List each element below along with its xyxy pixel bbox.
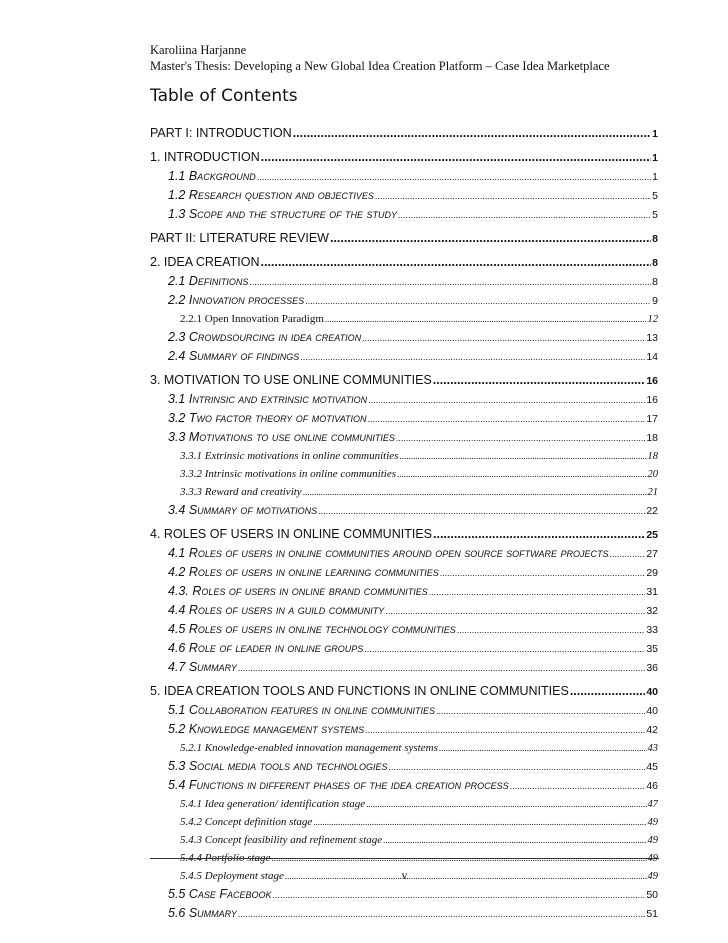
toc-entry-level-2[interactable] [150, 409, 658, 428]
toc-entry-title: 4.3. Roles of users in online brand communities [168, 584, 428, 598]
page-number: v [401, 868, 408, 882]
toc-dot-leader [388, 758, 645, 776]
toc-entry-title: 4.7 Summary [168, 660, 237, 674]
toc-dot-leader [365, 721, 645, 739]
toc-dot-leader [383, 831, 646, 849]
toc-entry-page: 45 [646, 761, 658, 773]
toc-entry-page: 40 [646, 705, 658, 717]
toc-entry-level-2[interactable] [150, 501, 658, 520]
toc-entry-title: 3.3.2 Intrinsic motivations in online communities [180, 468, 397, 480]
toc-entry-title: 4. ROLES OF USERS IN ONLINE COMMUNITIES [150, 527, 432, 541]
toc-entry-page: 49 [647, 853, 658, 864]
toc-entry-level-2[interactable] [150, 885, 658, 904]
toc-entry-page: 8 [652, 257, 658, 269]
toc-dot-leader [293, 124, 651, 143]
toc-entry-page: 29 [646, 567, 658, 579]
toc-entry-level-3[interactable] [150, 483, 658, 501]
toc-entry-title: 5.4.4 Portfolio stage [180, 852, 271, 864]
toc-entry-page: 16 [646, 394, 658, 406]
toc-entry-page: 18 [646, 432, 658, 444]
toc-dot-leader [238, 659, 645, 677]
toc-dot-leader [249, 273, 651, 291]
toc-entry-title: 1.1 Background [168, 169, 256, 183]
toc-entry-title: 2.2.1 Open Innovation Paradigm [180, 313, 324, 325]
toc-dot-leader [303, 483, 647, 501]
toc-entry-title: 5.4.3 Concept feasibility and refinement stage [180, 834, 383, 846]
toc-entry-level-2[interactable] [150, 544, 658, 563]
toc-dot-leader [368, 410, 646, 428]
toc-entry-level-3[interactable] [150, 813, 658, 831]
header-thesis-title: Master's Thesis: Developing a New Global Idea Creation Platform – Case Idea Marketplace [150, 59, 610, 73]
toc-entry-level-2[interactable] [150, 582, 658, 601]
toc-entry-page: 9 [652, 295, 658, 307]
toc-entry-title: 5.4.1 Idea generation/ identification stage [180, 798, 366, 810]
toc-entry-page: 14 [646, 351, 658, 363]
toc-entry-title: 4.1 Roles of users in online communities around open source software projects [168, 546, 609, 560]
toc-entry-level-2[interactable] [150, 347, 658, 366]
toc-dot-leader [609, 545, 645, 563]
toc-dot-leader [433, 525, 645, 544]
toc-entry-level-2[interactable] [150, 205, 658, 224]
toc-entry-level-3[interactable] [150, 465, 658, 483]
toc-dot-leader [439, 739, 647, 757]
toc-dot-leader [261, 253, 652, 272]
toc-dot-leader [238, 905, 645, 923]
toc-entry-page: 12 [647, 314, 658, 325]
toc-entry-title: 3.3.3 Reward and creativity [180, 486, 302, 498]
toc-dot-leader [457, 621, 646, 639]
toc-dot-leader [433, 371, 646, 390]
toc-entry-level-2[interactable] [150, 563, 658, 582]
toc-entry-title: 2.2 Innovation processes [168, 293, 305, 307]
toc-entry-level-2[interactable] [150, 390, 658, 409]
toc-entry-title: 5.1 Collaboration features in online communities [168, 703, 435, 717]
toc-dot-leader [305, 292, 651, 310]
table-of-contents [150, 124, 658, 923]
toc-entry-level-3[interactable] [150, 310, 658, 328]
toc-entry-level-1[interactable] [150, 525, 658, 544]
toc-dot-leader [398, 206, 651, 224]
toc-entry-page: 18 [647, 451, 658, 462]
toc-dot-leader [330, 229, 651, 248]
toc-entry-title: 5.2 Knowledge management systems [168, 722, 365, 736]
toc-dot-leader [375, 187, 651, 205]
toc-entry-title: 5. IDEA CREATION TOOLS AND FUNCTIONS IN ONLINE COMMUNITIES [150, 684, 569, 698]
toc-dot-leader [300, 348, 645, 366]
toc-entry-level-2[interactable] [150, 186, 658, 205]
toc-entry-level-3[interactable] [150, 795, 658, 813]
toc-dot-leader [397, 465, 646, 483]
toc-entry-title: 4.5 Roles of users in online technology communities [168, 622, 456, 636]
toc-entry-page: 8 [652, 276, 658, 288]
toc-entry-page: 25 [646, 529, 658, 541]
toc-entry-title: 2.1 Definitions [168, 274, 249, 288]
toc-entry-title: 5.6 Summary [168, 906, 237, 920]
toc-entry-level-1[interactable] [150, 124, 658, 143]
toc-entry-page: 49 [647, 871, 658, 882]
toc-title: Table of Contents [150, 86, 298, 106]
toc-entry-title: 5.3 Social media tools and technologies [168, 759, 388, 773]
toc-entry-level-2[interactable] [150, 272, 658, 291]
toc-entry-level-3[interactable] [150, 739, 658, 757]
toc-entry-page: 17 [646, 413, 658, 425]
toc-entry-title: 3.3 Motivations to use online communities [168, 430, 395, 444]
toc-entry-title: 5.4 Functions in different phases of the idea creation process [168, 778, 509, 792]
toc-entry-level-2[interactable] [150, 776, 658, 795]
toc-entry-title: 5.4.5 Deployment stage [180, 870, 284, 882]
toc-entry-title: 5.2.1 Knowledge-enabled innovation management systems [180, 742, 438, 754]
toc-entry-page: 1 [652, 128, 658, 140]
toc-dot-leader [362, 329, 645, 347]
toc-dot-leader [570, 682, 646, 701]
toc-entry-title: 1.3 Scope and the structure of the study [168, 207, 398, 221]
toc-entry-title: 3.4 Summary of motivations [168, 503, 318, 517]
toc-dot-leader [364, 640, 645, 658]
toc-entry-page: 36 [646, 662, 658, 674]
toc-entry-page: 49 [647, 835, 658, 846]
toc-entry-level-1[interactable] [150, 148, 658, 167]
toc-entry-page: 5 [652, 190, 658, 202]
toc-dot-leader [366, 795, 646, 813]
toc-entry-level-2[interactable] [150, 904, 658, 923]
toc-entry-page: 32 [646, 605, 658, 617]
toc-entry-level-2[interactable] [150, 658, 658, 677]
toc-entry-level-2[interactable] [150, 601, 658, 620]
toc-dot-leader [385, 602, 645, 620]
toc-entry-level-2[interactable] [150, 328, 658, 347]
toc-dot-leader [325, 310, 647, 328]
toc-dot-leader [429, 583, 646, 601]
toc-entry-page: 21 [647, 487, 658, 498]
toc-entry-page: 31 [646, 586, 658, 598]
toc-dot-leader [396, 429, 645, 447]
toc-entry-page: 49 [647, 817, 658, 828]
toc-entry-page: 51 [646, 908, 658, 920]
toc-entry-level-2[interactable] [150, 639, 658, 658]
toc-entry-level-3[interactable] [150, 447, 658, 465]
toc-entry-level-2[interactable] [150, 720, 658, 739]
toc-entry-title: 5.4.2 Concept definition stage [180, 816, 313, 828]
toc-entry-page: 16 [646, 375, 658, 387]
toc-dot-leader [436, 702, 645, 720]
toc-entry-page: 42 [646, 724, 658, 736]
toc-entry-page: 8 [652, 233, 658, 245]
toc-entry-page: 27 [646, 548, 658, 560]
footer-divider [150, 858, 659, 859]
toc-entry-page: 33 [646, 624, 658, 636]
toc-entry-title: 3.1 Intrinsic and extrinsic motivation [168, 392, 368, 406]
toc-dot-leader [261, 148, 651, 167]
toc-entry-page: 13 [646, 332, 658, 344]
toc-entry-page: 5 [652, 209, 658, 221]
toc-entry-title: 5.5 Case Facebook [168, 887, 272, 901]
toc-entry-page: 1 [652, 171, 658, 183]
toc-entry-level-2[interactable] [150, 428, 658, 447]
header-author: Karoliina Harjanne [150, 43, 247, 57]
toc-entry-title: 1.2 Research question and objectives [168, 188, 374, 202]
toc-dot-leader [318, 502, 645, 520]
toc-entry-level-2[interactable] [150, 167, 658, 186]
toc-dot-leader [273, 886, 646, 904]
toc-entry-title: PART II: LITERATURE REVIEW [150, 231, 329, 245]
toc-entry-page: 50 [646, 889, 658, 901]
toc-entry-page: 47 [647, 799, 658, 810]
toc-entry-level-1[interactable] [150, 253, 658, 272]
toc-dot-leader [510, 777, 646, 795]
toc-entry-title: 2. IDEA CREATION [150, 255, 260, 269]
toc-dot-leader [313, 813, 646, 831]
toc-entry-title: PART I: INTRODUCTION [150, 126, 292, 140]
toc-entry-level-2[interactable] [150, 701, 658, 720]
toc-entry-level-2[interactable] [150, 291, 658, 310]
toc-entry-page: 20 [647, 469, 658, 480]
toc-entry-page: 40 [646, 686, 658, 698]
toc-entry-level-1[interactable] [150, 682, 658, 701]
toc-entry-title: 2.3 Crowdsourcing in idea creation [168, 330, 362, 344]
toc-dot-leader [440, 564, 646, 582]
toc-entry-level-3[interactable] [150, 831, 658, 849]
toc-entry-level-1[interactable] [150, 371, 658, 390]
toc-entry-page: 43 [647, 743, 658, 754]
toc-entry-title: 2.4 Summary of findings [168, 349, 300, 363]
toc-entry-title: 3.2 Two factor theory of motivation [168, 411, 367, 425]
toc-entry-title: 1. INTRODUCTION [150, 150, 260, 164]
toc-entry-title: 3.3.1 Extrinsic motivations in online communities [180, 450, 399, 462]
toc-entry-level-2[interactable] [150, 757, 658, 776]
toc-dot-leader [399, 447, 646, 465]
toc-dot-leader [368, 391, 645, 409]
toc-entry-level-2[interactable] [150, 620, 658, 639]
toc-entry-title: 4.2 Roles of users in online learning communities [168, 565, 439, 579]
toc-entry-level-1[interactable] [150, 229, 658, 248]
toc-entry-title: 3. MOTIVATION TO USE ONLINE COMMUNITIES [150, 373, 432, 387]
toc-entry-title: 4.6 Role of leader in online groups [168, 641, 364, 655]
toc-entry-page: 1 [652, 152, 658, 164]
toc-entry-page: 22 [646, 505, 658, 517]
toc-entry-title: 4.4 Roles of users in a guild community [168, 603, 385, 617]
toc-entry-page: 35 [646, 643, 658, 655]
toc-dot-leader [257, 168, 651, 186]
toc-entry-page: 46 [646, 780, 658, 792]
